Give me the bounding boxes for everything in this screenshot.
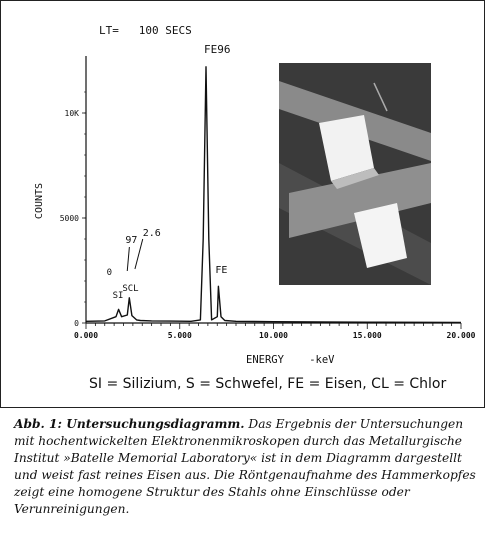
y-tick-label: 0 xyxy=(74,319,79,328)
figure-caption xyxy=(14,416,484,518)
peak-annotation: SCL xyxy=(122,284,139,294)
peak-annotation: FE96 xyxy=(204,43,231,56)
caption-body: Das Ergebnis der Untersuchungen mit hochentwickelten Elektronenmikroskopen durch das Metallurgische Institut »Batelle Memorial Laboratory« ist in dem Diagramm dargestellt und weist fast reines Eisen aus. Die Röntgenaufnahme des Hammerkopfes zeigt eine homogene Struktur des Stahls ohne Einschlüsse oder Verunreinigungen. xyxy=(14,417,476,516)
x-tick-label: 0.000 xyxy=(73,331,99,340)
xray-image-icon xyxy=(279,63,431,285)
live-time-label: LT= 100 SECS xyxy=(99,24,192,37)
peak-annotation: SI xyxy=(112,291,124,301)
x-axis-title: ENERGY -keV xyxy=(246,354,335,366)
peak-annotation: 2.6 xyxy=(142,228,161,239)
y-tick-label: 10K xyxy=(64,109,79,118)
x-tick-label: 5.000 xyxy=(167,331,192,340)
x-tick-label: 10.000 xyxy=(259,331,288,340)
caption-title: Abb. 1: Untersuchungsdiagramm. xyxy=(14,417,245,431)
x-tick-label: 20.000 xyxy=(446,331,476,340)
peak-annotation: 97 xyxy=(125,235,138,246)
annotation-leader xyxy=(127,247,129,271)
element-legend: SI = Silizium, S = Schwefel, FE = Eisen, CL = Chlor xyxy=(89,376,447,392)
peak-annotation: 0 xyxy=(106,268,113,278)
peak-annotation: FE xyxy=(215,265,228,276)
y-tick-label: 5000 xyxy=(59,214,79,223)
hammer-xray-photo xyxy=(279,63,431,285)
y-axis-title: COUNTS xyxy=(34,182,45,220)
x-tick-label: 15.000 xyxy=(352,331,382,340)
